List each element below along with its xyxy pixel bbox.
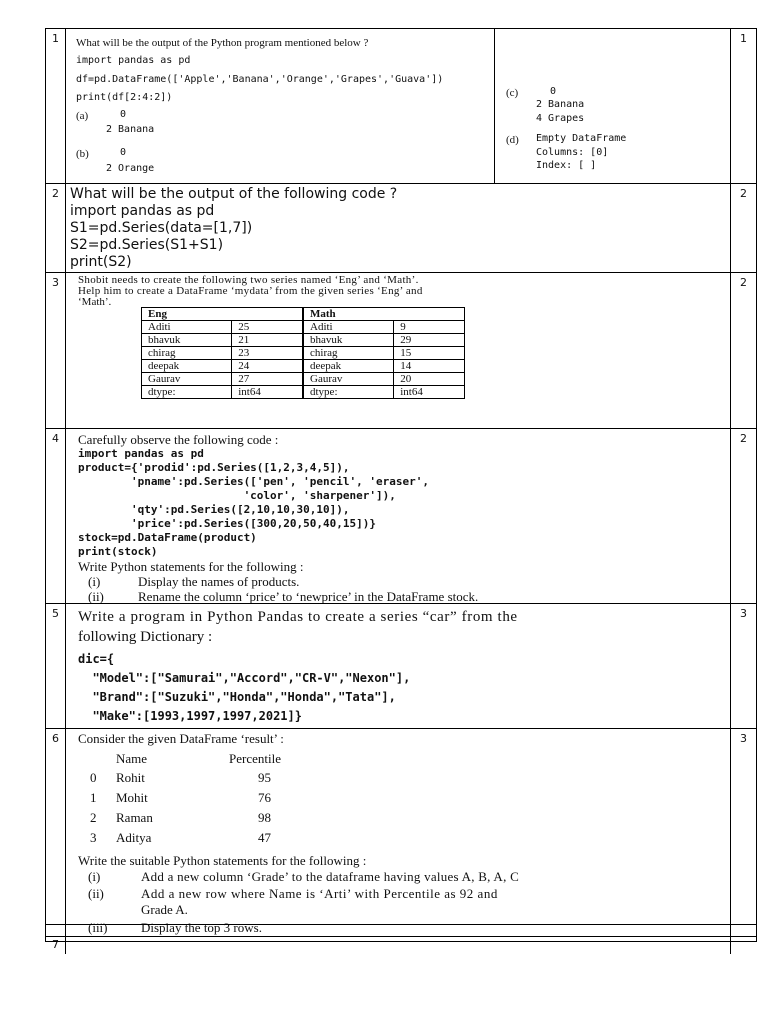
math-cell: bhavuk	[304, 334, 394, 347]
eng-cell: 23	[232, 347, 303, 360]
eng-series-table	[141, 307, 303, 399]
item-text: Add a new row where Name is ‘Arti’ with Percentile as 92 and	[141, 886, 498, 901]
code-line: import pandas as pd	[78, 447, 204, 460]
question-content	[68, 184, 728, 273]
item-label: (ii)	[88, 589, 104, 604]
option-line: 0	[120, 109, 127, 120]
question-number: 1	[46, 29, 66, 183]
question-row-6	[46, 728, 756, 937]
item-text: Add a new column ‘Grade’ to the dataframe having values A, B, A, C	[141, 869, 519, 884]
code-line: product={'prodid':pd.Series([1,2,3,4,5]),	[78, 461, 350, 474]
math-cell: deepak	[304, 360, 394, 373]
question-marks: 3	[730, 604, 756, 729]
question-text: following Dictionary :	[78, 629, 213, 645]
eng-cell: Gaurav	[142, 373, 232, 386]
question-content	[68, 729, 728, 937]
eng-cell: Aditi	[142, 321, 232, 334]
eng-cell: 21	[232, 334, 303, 347]
question-content	[68, 29, 728, 183]
column-header: Percentile	[229, 751, 281, 766]
row-name: Aditya	[116, 830, 152, 845]
option-line: 2 Banana	[106, 124, 155, 135]
question-content	[68, 429, 728, 604]
question-sheet	[45, 28, 757, 951]
eng-cell: 25	[232, 321, 303, 334]
row-percentile: 95	[258, 770, 271, 785]
row-name: Mohit	[116, 790, 148, 805]
options-box	[494, 29, 728, 183]
code-line: "Make":[1993,1997,1997,2021]}	[78, 709, 302, 723]
eng-cell: bhavuk	[142, 334, 232, 347]
question-line: import pandas as pd	[70, 203, 215, 219]
question-number: 5	[46, 604, 66, 729]
question-marks: 2	[730, 429, 756, 604]
option-line: 2 Orange	[106, 163, 155, 174]
option-line: 0	[120, 147, 127, 158]
option-line: 4 Grapes	[536, 113, 585, 124]
question-text: Write a program in Python Pandas to create a series “car” from the	[78, 609, 518, 625]
math-cell: Aditi	[304, 321, 394, 334]
option-label: (c)	[506, 87, 519, 99]
option-line: Empty DataFrame	[536, 133, 627, 144]
question-row-2	[46, 183, 756, 273]
question-text: Help him to create a DataFrame ‘mydata’ from the given series ‘Eng’ and	[78, 285, 423, 297]
question-line: What will be the output of the following code ?	[70, 186, 398, 202]
code-line: 'color', 'sharpener']),	[78, 489, 396, 502]
empty-row-marks-cell	[730, 925, 731, 941]
question-line: S1=pd.Series(data=[1,7])	[70, 220, 253, 236]
question-content	[68, 273, 728, 429]
question-marks: 2	[730, 184, 756, 273]
option-line: 0	[550, 86, 557, 97]
code-line: 'pname':pd.Series(['pen', 'pencil', 'eraser',	[78, 475, 429, 488]
code-line: print(df[2:4:2])	[76, 92, 173, 103]
empty-row-num-cell	[65, 925, 66, 941]
math-cell: dtype:	[304, 386, 394, 399]
code-line: print(stock)	[78, 545, 158, 558]
item-text: Display the names of products.	[138, 574, 300, 589]
question-instruction: Write Python statements for the following :	[78, 559, 304, 574]
code-line: 'qty':pd.Series([2,10,10,30,10]),	[78, 503, 350, 516]
eng-cell: chirag	[142, 347, 232, 360]
row-index: 0	[90, 770, 97, 785]
math-cell: 14	[394, 360, 465, 373]
item-text: Display the top 3 rows.	[141, 920, 262, 935]
eng-cell: deepak	[142, 360, 232, 373]
item-text: Rename the column ‘price’ to ‘newprice’ in the DataFrame stock.	[138, 589, 479, 604]
code-line: "Model":["Samurai","Accord","CR-V","Nexon"],	[78, 671, 411, 685]
math-cell: 15	[394, 347, 465, 360]
eng-cell: 27	[232, 373, 303, 386]
item-label: (i)	[88, 869, 101, 884]
math-series-table	[303, 307, 465, 399]
option-line: Columns: [0]	[536, 147, 609, 158]
code-line: import pandas as pd	[76, 55, 191, 66]
option-label: (a)	[76, 110, 89, 122]
eng-cell: int64	[232, 386, 303, 399]
option-line: Index: [ ]	[536, 160, 597, 171]
option-label: (d)	[506, 134, 519, 146]
eng-header: Eng	[142, 308, 303, 321]
question-number: 4	[46, 429, 66, 604]
math-cell: Gaurav	[304, 373, 394, 386]
question-instruction: Write the suitable Python statements for the following :	[78, 853, 367, 868]
item-text: Grade A.	[141, 902, 188, 917]
question-text: Shobit needs to create the following two series named ‘Eng’ and ‘Math’.	[78, 274, 419, 286]
math-cell: 9	[394, 321, 465, 334]
item-label: (ii)	[88, 886, 104, 901]
math-cell: int64	[394, 386, 465, 399]
question-text: Carefully observe the following code :	[78, 432, 279, 447]
code-line: "Brand":["Suzuki","Honda","Honda","Tata"],	[78, 690, 396, 704]
question-row-5	[46, 603, 756, 729]
question-marks: 3	[730, 729, 756, 937]
code-line: stock=pd.DataFrame(product)	[78, 531, 257, 544]
question-number: 7	[46, 937, 66, 954]
question-text: Consider the given DataFrame ‘result’ :	[78, 731, 284, 746]
question-row-3	[46, 272, 756, 429]
empty-row	[45, 924, 757, 942]
question-text: ‘Math’.	[78, 296, 112, 308]
code-line: dic={	[78, 652, 115, 666]
column-header: Name	[116, 751, 148, 766]
question-number: 6	[46, 729, 66, 937]
question-number: 2	[46, 184, 66, 273]
row-name: Rohit	[116, 770, 145, 785]
row-percentile: 76	[258, 790, 271, 805]
row-index: 2	[90, 810, 97, 825]
row-index: 3	[90, 830, 97, 845]
math-cell: chirag	[304, 347, 394, 360]
option-line: 2 Banana	[536, 99, 585, 110]
row-percentile: 47	[258, 830, 271, 845]
eng-cell: dtype:	[142, 386, 232, 399]
code-line: df=pd.DataFrame(['Apple','Banana','Orange','Grapes','Guava'])	[76, 74, 444, 85]
item-label: (iii)	[88, 920, 108, 935]
item-label: (i)	[88, 574, 101, 589]
row-index: 1	[90, 790, 97, 805]
question-text: What will be the output of the Python program mentioned below ?	[76, 37, 369, 49]
question-line: print(S2)	[70, 254, 132, 270]
math-cell: 29	[394, 334, 465, 347]
row-percentile: 98	[258, 810, 271, 825]
question-row-4	[46, 428, 756, 604]
code-line: 'price':pd.Series([300,20,50,40,15])}	[78, 517, 377, 530]
question-marks: 1	[730, 29, 756, 183]
math-header: Math	[304, 308, 465, 321]
option-label: (b)	[76, 148, 89, 160]
question-marks: 2	[730, 273, 756, 429]
question-row-1	[46, 29, 756, 183]
question-line: S2=pd.Series(S1+S1)	[70, 237, 224, 253]
eng-cell: 24	[232, 360, 303, 373]
row-name: Raman	[116, 810, 153, 825]
question-content	[68, 604, 728, 729]
math-cell: 20	[394, 373, 465, 386]
question-number: 3	[46, 273, 66, 429]
